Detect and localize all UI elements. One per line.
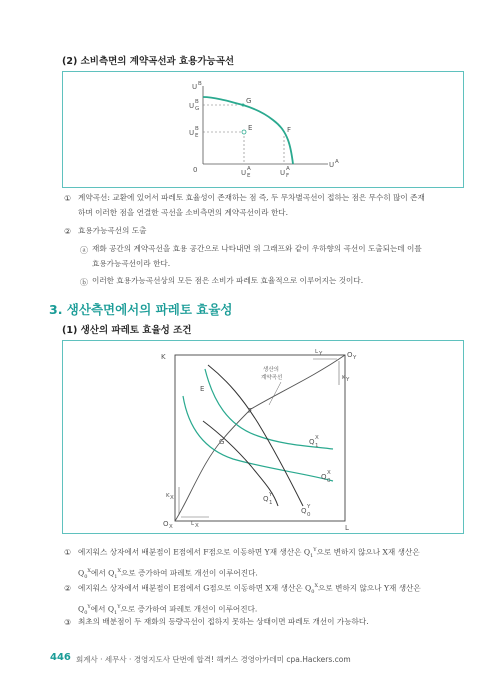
c2-line2: $Q_0^Y$에서 $Q_1^Y$으로 증가하여 파레토 개선이 이루어진다.: [78, 604, 258, 617]
item2a-line1: 재화 공간의 계약곡선을 효용 공간으로 나타내면 위 그래프와 같이 우하향의 곡선이 도출되는데 이를: [92, 244, 422, 253]
graph2-Ly: L: [315, 349, 319, 355]
c3-text: 최초의 배분점이 두 재화의 등량곡선이 접하지 못하는 상태이면 파레토 개선이 가능하다.: [78, 617, 369, 626]
graph2-q1y-sup: Y: [269, 492, 273, 498]
graph1-y-tick-ue-sup: B: [195, 126, 199, 132]
graph2-point-g: G: [219, 438, 225, 446]
graph1-x-label-sup: A: [335, 159, 339, 165]
graph1-y-label: U: [192, 83, 198, 91]
c1-line2: $Q_0^X$에서 $Q_1^X$으로 증가하여 파레토 개선이 이루어진다.: [78, 568, 258, 581]
graph2-q0x: Q: [321, 473, 327, 481]
item1-number: ①: [64, 194, 72, 203]
item1-line2: 하며 이러한 점을 연결한 곡선을 소비측면의 계약곡선이라 한다.: [78, 208, 289, 217]
item1-text: [78, 190, 478, 220]
graph1-x-tick-uf: U: [280, 169, 286, 177]
graph2-Lx-sub: X: [195, 523, 199, 529]
footer-text: 회계사 · 세무사 · 경영지도사 단번에 합격! 해커스 경영아카데미 cpa.Hackers.com: [76, 655, 351, 664]
graph2-Kx-sub: X: [170, 495, 174, 501]
graph2-Ky-sub: Y: [346, 377, 350, 383]
section2-heading: (2) 소비측면의 계약곡선과 효용가능곡선: [62, 56, 235, 67]
graph2-Lx: L: [191, 521, 195, 527]
edgeworth-production-box: [63, 341, 463, 533]
graph2-K-top: K: [161, 353, 166, 361]
graph2-Oy: O: [347, 351, 353, 359]
section3-heading: 3. 생산측면에서의 파레토 효율성: [49, 302, 233, 317]
item2a-number: ⓐ: [80, 246, 88, 255]
c2-line1: 에지워스 상자에서 배분점이 E점에서 G점으로 이동하면 X재 생산은 $Q_0^X$으로 변하지 않으나 Y재 생산은: [78, 583, 421, 596]
graph1-box: [62, 71, 464, 188]
graph2-q1y-sub: 1: [269, 500, 273, 506]
graph1-y-tick-ug-sup: B: [195, 99, 199, 105]
utility-possibility-graph: [63, 72, 463, 187]
graph1-y-tick-ue-sub: E: [195, 133, 199, 139]
graph2-q0x-sub: 0: [327, 478, 331, 484]
graph1-point-g: [242, 104, 245, 107]
graph2-q1x: Q: [309, 438, 315, 446]
graph1-origin: 0: [193, 166, 198, 174]
isoquant-y-q1: [203, 421, 278, 506]
item2-title: 효용가능곡선의 도출: [78, 226, 147, 235]
graph1-y-tick-ug: U: [189, 102, 195, 110]
graph1-label-e: E: [248, 124, 253, 132]
item2-number: ②: [64, 227, 72, 236]
graph1-x-label: U: [329, 161, 335, 169]
graph2-point-f: F: [248, 407, 253, 415]
graph1-y-tick-ue: U: [189, 129, 195, 137]
item2b-text: 이러한 효용가능곡선상의 모든 점은 소비가 파레토 효율적으로 이루어지는 것이다.: [92, 276, 364, 285]
c1-number: ①: [64, 548, 72, 557]
item1-line1: 계약곡선: 교환에 있어서 파레토 효율성이 존재하는 점 즉, 두 무차별곡선이 접하는 점은 무수히 많이 존재: [78, 193, 425, 202]
graph2-Ox: O: [163, 520, 169, 528]
graph1-label-f: F: [287, 126, 292, 134]
graph1-y-tick-ug-sub: G: [195, 106, 200, 112]
c3-number: ③: [64, 618, 72, 627]
graph2-Ly-sub: Y: [319, 351, 323, 357]
graph2-q0y-sub: 0: [307, 512, 311, 518]
graph1-point-e: [242, 130, 246, 134]
graph2-q1x-sup: X: [315, 435, 319, 441]
graph2-q1x-sub: 1: [315, 443, 319, 449]
graph1-x-tick-ue-sup: A: [247, 166, 251, 172]
graph2-Ox-sub: X: [169, 524, 173, 530]
graph2-q0y-sup: Y: [307, 504, 311, 510]
graph2-contract-line1: 생산의: [263, 367, 279, 373]
graph1-x-tick-uf-sub: F: [286, 173, 290, 179]
section3-sub1-heading: (1) 생산의 파레토 효율성 조건: [62, 325, 192, 336]
item2a-text: [92, 241, 482, 271]
graph2-Oy-sub: Y: [353, 355, 357, 361]
graph1-x-tick-ue-sub: E: [247, 173, 251, 179]
page-number: 446: [50, 652, 71, 663]
graph2-q1y: Q: [263, 495, 269, 503]
graph2-contract-line2: 계약곡선: [261, 375, 283, 381]
item2a-line2: 효용가능곡선이라 한다.: [92, 259, 171, 268]
graph2-point-e: E: [200, 385, 205, 393]
graph1-x-tick-ue: U: [241, 169, 247, 177]
graph2-q0y: Q: [301, 507, 307, 515]
c2-number: ②: [64, 584, 72, 593]
graph2-box: [62, 340, 464, 534]
graph1-x-tick-uf-sup: A: [286, 166, 290, 172]
graph2-Kx: K: [166, 493, 170, 499]
graph2-L-right: L: [345, 524, 349, 532]
graph1-label-g: G: [246, 97, 252, 105]
c1-line1: 에지워스 상자에서 배분점이 E점에서 F점으로 이동하면 Y재 생산은 $Q_1^Y$으로 변하지 않으나 X재 생산은: [78, 547, 420, 560]
graph2-Ky: K: [342, 375, 346, 381]
graph1-y-label-sup: B: [198, 81, 202, 87]
graph2-q0x-sup: X: [327, 470, 331, 476]
item2b-number: ⓑ: [80, 278, 88, 287]
